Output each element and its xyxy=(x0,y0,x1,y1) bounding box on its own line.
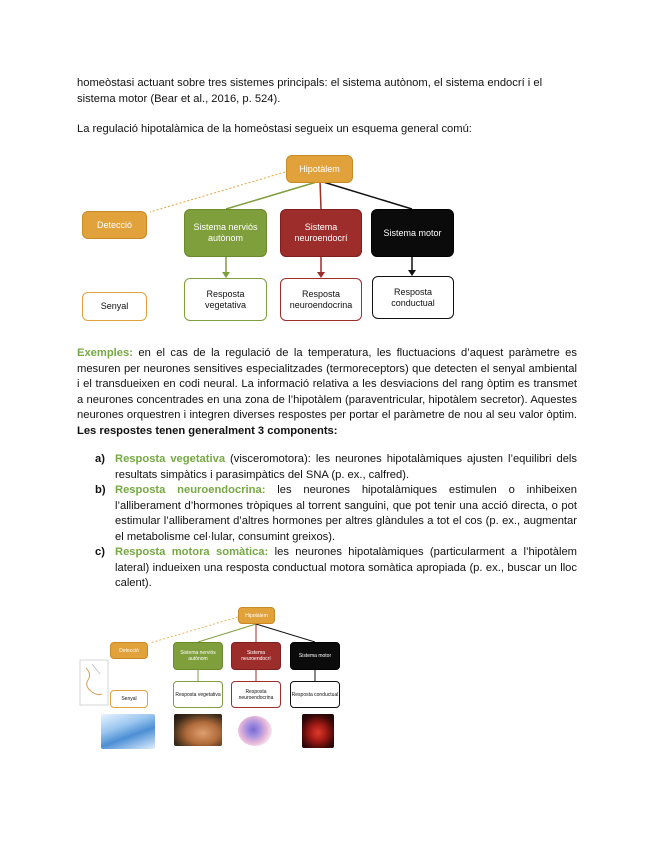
small-signal-label: Senyal xyxy=(121,696,137,702)
small-neuroendocrine-label: Sistema neuroendocrí xyxy=(241,650,271,662)
small-vegetative-response-box xyxy=(173,681,223,708)
hypothalamus-label: Hipotàlem xyxy=(299,163,340,174)
examples-text: en el cas de la regulació de la temperatura, les fluctuacions d’aquest paràmetre es mesuren per neurones sensitives especialitzades (termoreceptors) que detecten el senyal ambiental i el transdueixen en codi neural. La informació relativa a les desviacions del rang òptim es transmet a neurones concentrades en una zona de l’hipotàlem (paraventricular, hipotàlem secretor). Aquestes neurones orquestren i integren diverses respostes per portar el paràmetre de nou al seu valor òptim. xyxy=(77,347,577,421)
list-marker: b) xyxy=(95,484,106,496)
small-hypothalamus-box xyxy=(238,607,275,624)
small-neuroendocrine-response-label: Resposta neuroendocrina xyxy=(238,688,274,701)
small-vegetative-response-label: Resposta vegetativa xyxy=(175,691,221,698)
examples-bold-text: Les respostes tenen generalment 3 components: xyxy=(77,424,338,437)
body-heat-photo xyxy=(302,714,334,748)
behavioral-response-label: Resposta conductual xyxy=(391,286,435,308)
small-detection-box xyxy=(110,642,148,659)
small-behavioral-response-label: Resposta conductual xyxy=(291,691,339,698)
small-autonomic-label: Sistema nerviós autònom xyxy=(180,650,216,662)
scheme-intro-text: La regulació hipotalàmica de la homeòstasi segueix un esquema general comú: xyxy=(77,123,472,135)
motor-system-label: Sistema motor xyxy=(383,227,442,238)
neuroendocrine-system-label: Sistema neuroendocrí xyxy=(294,222,348,243)
detection-label: Detecció xyxy=(96,219,132,230)
intro-line-2: sistema motor (Bear et al., 2016, p. 524). xyxy=(77,92,281,105)
list-marker: a) xyxy=(95,453,105,465)
list-item-text: les neurones hipotalàmiques (particularment a l’hipotàlem lateral) indueixen una resposta conductual motora somàtica apropiada (p. ex., buscar un lloc calent). xyxy=(115,546,577,589)
goosebumps-photo xyxy=(174,714,222,746)
small-neuroendocrine-response-box xyxy=(231,681,281,708)
small-motor-box xyxy=(290,642,340,670)
list-item-title: Resposta motora somàtica: xyxy=(115,546,269,558)
list-item-title: Resposta vegetativa xyxy=(115,453,226,465)
small-autonomic-box xyxy=(173,642,223,670)
signal-label: Senyal xyxy=(100,301,129,311)
neuroendocrine-response-label: Resposta neuroendocrina xyxy=(289,288,353,310)
intro-line-1: homeòstasi actuant sobre tres sistemes principals: el sistema autònom, el sistema endocrí i el xyxy=(77,77,543,89)
small-motor-label: Sistema motor xyxy=(298,653,332,659)
ice-photo xyxy=(101,714,155,749)
small-hypothalamus-label: Hipotàlem xyxy=(245,612,268,619)
vegetative-response-label: Resposta vegetativa xyxy=(204,288,247,310)
autonomic-system-label: Sistema nerviós autònom xyxy=(193,222,258,243)
small-detection-label: Detecció xyxy=(119,647,139,654)
small-behavioral-response-box xyxy=(290,681,340,708)
examples-label: Exemples: xyxy=(77,347,133,359)
list-item-text: les neurones hipotalàmiques estimulen o inhibeixen l’alliberament d’hormones tròpiques al torrent sanguini, que pot tenir una acció directa, o pot estimular l’alliberament d’altres hormones per altres glàndules a tot el cos (p. ex., augmentar el metabolisme cel·lular, consumint greixos). xyxy=(115,484,577,543)
cell-photo xyxy=(238,716,272,746)
list-item-text: (visceromotora): les neurones hipotalàmiques ajusten l’equilibri dels resultats simpàtics i parasimpàtics del SNA (p. ex., calfred). xyxy=(115,453,577,481)
small-signal-box xyxy=(110,690,148,708)
list-marker: c) xyxy=(95,546,105,558)
small-neuroendocrine-box xyxy=(231,642,281,670)
list-item-title: Resposta neuroendocrina: xyxy=(115,484,266,496)
